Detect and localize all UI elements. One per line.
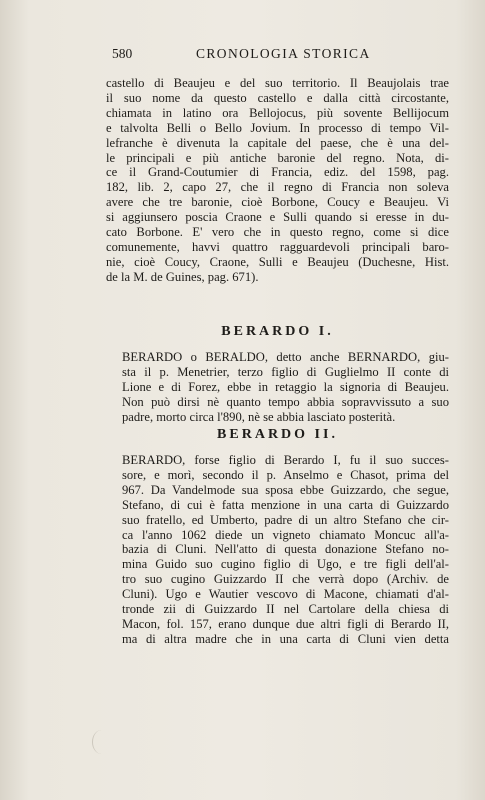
text-line: de la M. de Guines, pag. 671). [106,269,259,284]
text-line: nie, cioè Coucy, Craone, Sulli e Beaujeu (Duchesne, Hist. [106,254,449,269]
running-title: CRONOLOGIA STORICA [196,46,371,61]
intro-paragraph [106,76,449,285]
text-line: mina Guido suo cugino figlio di Ugo, e tre figli dell'al- [122,557,449,572]
text-line: il suo nome da questo castello e dalla città circostante, [106,90,449,105]
text-line: le principali e più antiche baronie del regno. Nota, di- [106,150,449,165]
text-line: Cluni). Ugo e Wautier vescovo di Macone, chiamati d'al- [122,587,449,602]
text-line: 182, lib. 2, capo 27, che il regno di Francia non soleva [106,180,449,195]
text-line: ce il Grand-Coutumier di Francia, ediz. del 1598, pag. [106,165,449,180]
text-line: ca l'anno 1062 diede un vigneto chiamato Moncuc all'a- [122,527,449,542]
text-line: Lione e di Forez, ebbe in retaggio la signoria di Beaujeu. [122,379,449,394]
berardo-2-paragraph [106,453,449,647]
text-line: avere che tre baronie, cioè Borbone, Coucy e Beaujeu. Vi [106,195,449,210]
text-line: si aggiunsero poscia Craone e Sulli quando si eresse in du- [106,210,449,225]
text-line: BERARDO o BERALDO, detto anche BERNARDO, giu- [122,350,449,364]
text-line: Non può dirsi nè quanto tempo abbia sopravvissuto a suo [122,394,449,409]
paper-mark [92,730,111,754]
text-line: bazia di Cluni. Nell'atto di questa donazione Stefano no- [122,542,449,557]
text-line: 967. Da Vandelmode sua sposa ebbe Guizzardo, che segue, [122,482,449,497]
page-header [112,46,442,64]
text-line: castello di Beaujeu e del suo territorio. Il Beaujolais trae [106,76,449,90]
section-heading-berardo-2: BERARDO II. [217,427,338,442]
text-line: comunemente, havvi quattro ragguardevoli principali baro- [106,239,449,254]
text-line: tronde zii di Guizzardo II nel Cartolare della chiesa di [122,602,449,617]
text-line: padre, morto circa l'890, nè se abbia lasciato posterità. [122,409,396,424]
berardo-1-paragraph [106,350,449,425]
text-line: sore, e morì, secondo il p. Anselmo e Chasot, prima del [122,467,449,482]
text-line: e talvolta Belli o Bello Jovium. In processo di tempo Vil- [106,120,449,135]
text-line: BERARDO, forse figlio di Berardo I, fu il suo succes- [122,453,449,467]
text-line: lefranche è divenuta la capitale del paese, che è una del- [106,135,449,150]
text-line: chiamata in latino ora Bellojocus, più sovente Bellijocum [106,105,449,120]
text-line: tro suo cugino Guizzardo II che verrà dopo (Archiv. de [122,572,449,587]
text-line: Stefano, di cui è fatta menzione in una carta di Guizzardo [122,497,449,512]
text-line: suo fratello, ed Umberto, padre di un altro Stefano che cir- [122,512,449,527]
text-line: sta il p. Menetrier, terzo figlio di Guglielmo II conte di [122,364,449,379]
text-line: cato Borbone. E' vero che in questo regno, come si dice [106,225,449,240]
page-number: 580 [112,46,133,61]
section-heading-berardo-1: BERARDO I. [221,324,334,339]
text-line: Macon, fol. 157, erano dunque due altri figli di Berardo II, [122,616,449,631]
text-line: ma di altra madre che in una carta di Cluni vien detta [122,631,449,646]
